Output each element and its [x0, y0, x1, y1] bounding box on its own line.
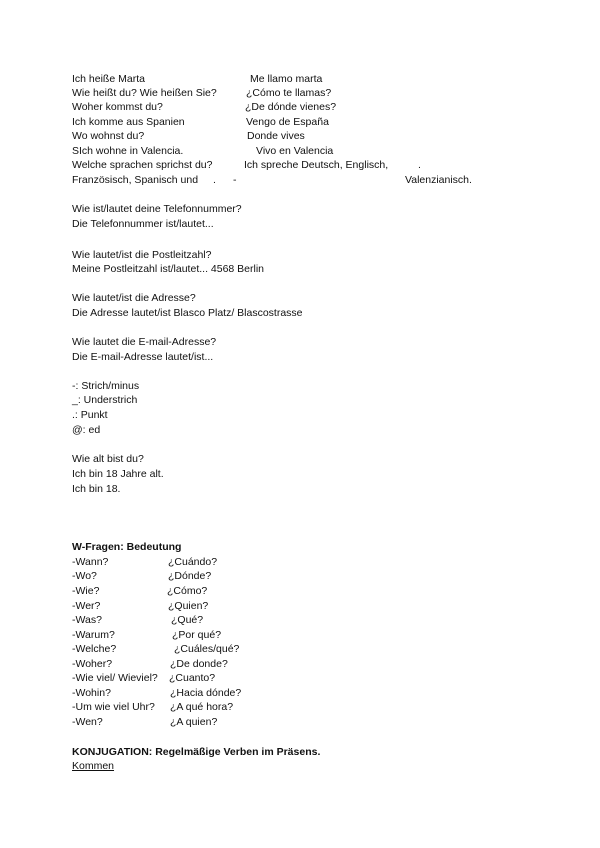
wfrage-de: -Wo?: [72, 570, 97, 582]
intro-dot-7: .: [418, 159, 421, 171]
address-question: Wie lautet/ist die Adresse?: [72, 292, 196, 304]
intro-de-7: Welche sprachen sprichst du?: [72, 159, 213, 171]
languages-right: Valenzianisch.: [405, 174, 472, 186]
languages-dot: .: [213, 174, 216, 186]
wfrage-es: ¿Qué?: [171, 614, 204, 626]
intro-de-2: Wie heißt du? Wie heißen Sie?: [72, 87, 217, 99]
wfrage-es: ¿Hacia dónde?: [170, 687, 242, 699]
wfrage-es: ¿Dónde?: [168, 570, 212, 582]
wfrage-de: -Welche?: [72, 643, 117, 655]
wfrage-es: ¿A quien?: [170, 716, 218, 728]
wfrage-es: ¿A qué hora?: [170, 701, 234, 713]
wfrage-es: ¿Cuándo?: [168, 556, 218, 568]
intro-es-4: Vengo de España: [246, 116, 329, 128]
wfrage-es: ¿Cómo?: [167, 585, 208, 597]
wfrage-de: -Warum?: [72, 629, 115, 641]
email-answer: Die E-mail-Adresse lautet/ist...: [72, 351, 214, 363]
age-question: Wie alt bist du?: [72, 453, 144, 465]
languages-dash: -: [233, 174, 237, 186]
intro-es-7: Ich spreche Deutsch, Englisch,: [244, 159, 389, 171]
wfrage-de: -Wie?: [72, 585, 100, 597]
wfrage-de: -Um wie viel Uhr?: [72, 701, 155, 713]
intro-es-3: ¿De dónde vienes?: [245, 101, 337, 113]
wfrage-de: -Wohin?: [72, 687, 111, 699]
intro-de-4: Ich komme aus Spanien: [72, 116, 185, 128]
age-answer-1: Ich bin 18 Jahre alt.: [72, 468, 164, 480]
wfrage-de: -Wen?: [72, 716, 103, 728]
intro-es-2: ¿Cómo te llamas?: [246, 87, 332, 99]
phone-question: Wie ist/lautet deine Telefonnummer?: [72, 203, 242, 215]
wfrage-es: ¿Cuáles/qué?: [174, 643, 240, 655]
konjugation-verb: Kommen: [72, 760, 115, 772]
symbol-dot: .: Punkt: [72, 409, 108, 421]
wfrage-de: -Wann?: [72, 556, 109, 568]
intro-es-5: Donde vives: [247, 130, 305, 142]
symbol-underscore: _: Understrich: [72, 394, 138, 406]
wfrage-es: ¿Quien?: [168, 600, 209, 612]
phone-answer: Die Telefonnummer ist/lautet...: [72, 218, 214, 230]
intro-es-6: Vivo en Valencia: [256, 145, 334, 157]
age-answer-2: Ich bin 18.: [72, 483, 121, 495]
intro-de-6: SIch wohne in Valencia.: [72, 145, 184, 157]
wfrage-de: -Woher?: [72, 658, 113, 670]
konjugation-title: KONJUGATION: Regelmäßige Verben im Präsens.: [72, 746, 321, 758]
wfrage-de: -Wie viel/ Wieviel?: [72, 672, 158, 684]
postcode-answer: Meine Postleitzahl ist/lautet... 4568 Berlin: [72, 263, 265, 275]
wfrage-es: ¿Cuanto?: [169, 672, 216, 684]
wfrage-es: ¿De donde?: [170, 658, 228, 670]
languages-left: Französisch, Spanisch und: [72, 174, 199, 186]
wfrage-de: -Wer?: [72, 600, 101, 612]
symbol-minus: -: Strich/minus: [72, 380, 140, 392]
intro-de-1: Ich heiße Marta: [72, 73, 145, 85]
symbol-at: @: ed: [72, 424, 101, 436]
intro-de-5: Wo wohnst du?: [72, 130, 145, 142]
email-question: Wie lautet die E-mail-Adresse?: [72, 336, 217, 348]
intro-de-3: Woher kommst du?: [72, 101, 163, 113]
wfrage-es: ¿Por qué?: [172, 629, 222, 641]
wfrage-de: -Was?: [72, 614, 102, 626]
address-answer: Die Adresse lautet/ist Blasco Platz/ Blascostrasse: [72, 307, 303, 319]
intro-es-1: Me llamo marta: [250, 73, 323, 85]
postcode-question: Wie lautet/ist die Postleitzahl?: [72, 249, 212, 261]
wfragen-title: W-Fragen: Bedeutung: [72, 541, 182, 553]
